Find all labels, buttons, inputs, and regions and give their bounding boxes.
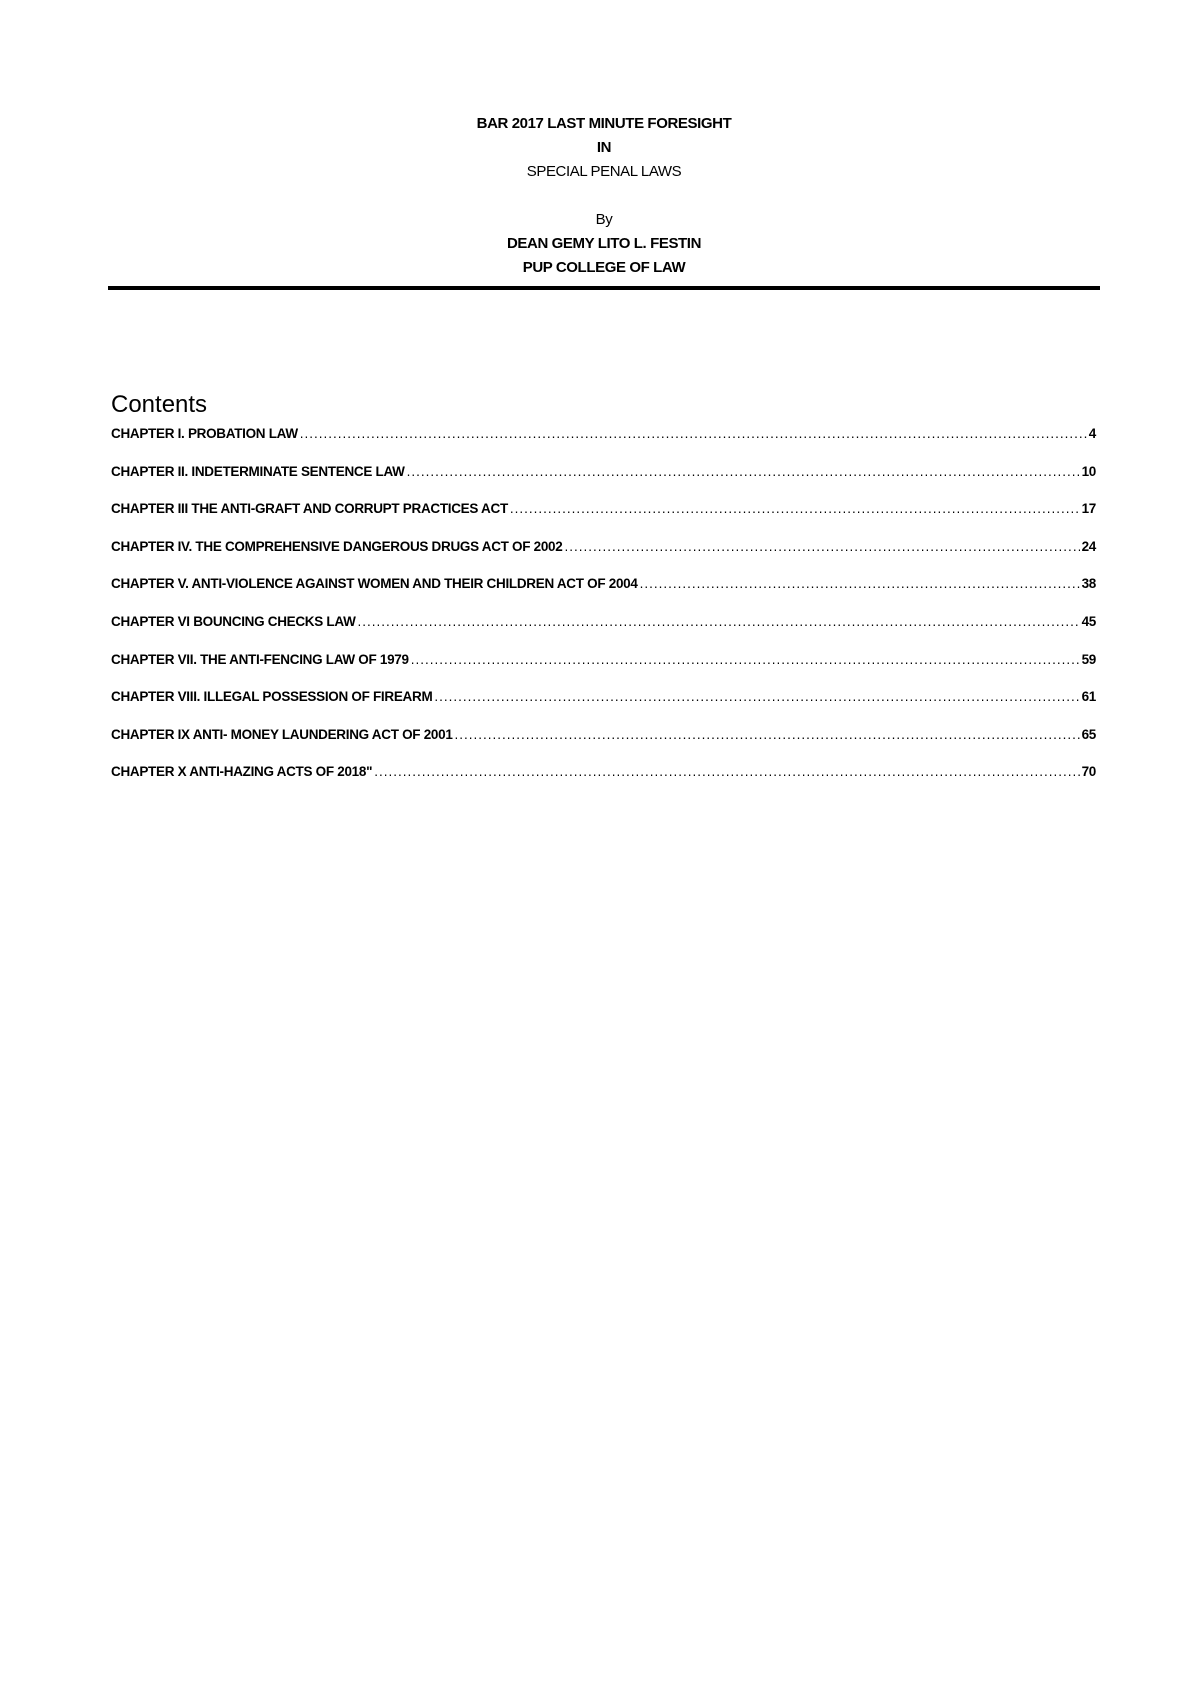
toc-dot-leader: [640, 576, 1080, 591]
toc-dot-leader: [510, 501, 1080, 516]
toc-dot-leader: [564, 539, 1079, 554]
toc-entry-chapter-8[interactable]: [111, 689, 1096, 727]
toc-entry-title: CHAPTER VI BOUNCING CHECKS LAW: [111, 613, 356, 629]
toc-entry-title: CHAPTER V. ANTI-VIOLENCE AGAINST WOMEN AND THEIR CHILDREN ACT OF 2004: [111, 576, 638, 592]
toc-dot-leader: [358, 614, 1080, 629]
contents-heading: Contents: [111, 391, 208, 418]
toc-page-number: 24: [1081, 538, 1096, 554]
toc-entry-chapter-1[interactable]: [111, 426, 1096, 464]
toc-entry-title: CHAPTER II. INDETERMINATE SENTENCE LAW: [111, 463, 405, 479]
toc-entry-chapter-2[interactable]: [111, 464, 1096, 502]
toc-entry-title: CHAPTER VII. THE ANTI-FENCING LAW OF 1979: [111, 651, 409, 667]
toc-page-number: 70: [1081, 764, 1096, 780]
document-title-connector: IN: [596, 139, 612, 156]
document-title: BAR 2017 LAST MINUTE FORESIGHT: [476, 115, 732, 132]
toc-page-number: 17: [1081, 501, 1096, 517]
toc-page-number: 59: [1081, 651, 1096, 667]
toc-page-number: 65: [1081, 726, 1096, 742]
title-block: [108, 112, 1100, 280]
toc-page-number: 38: [1081, 576, 1096, 592]
toc-entry-chapter-10[interactable]: [111, 764, 1096, 802]
toc-entry-chapter-4[interactable]: [111, 539, 1096, 577]
author-name: DEAN GEMY LITO L. FESTIN: [506, 235, 702, 252]
institution-name: PUP COLLEGE OF LAW: [522, 259, 686, 276]
toc-dot-leader: [411, 652, 1080, 667]
toc-entry-chapter-5[interactable]: [111, 576, 1096, 614]
toc-entry-chapter-7[interactable]: [111, 652, 1096, 690]
toc-entry-chapter-6[interactable]: [111, 614, 1096, 652]
toc-dot-leader: [407, 464, 1080, 479]
toc-page-number: 4: [1088, 426, 1096, 441]
toc-entry-chapter-3[interactable]: [111, 501, 1096, 539]
toc-dot-leader: [300, 426, 1087, 441]
toc-entry-title: CHAPTER IV. THE COMPREHENSIVE DANGEROUS DRUGS ACT OF 2002: [111, 538, 563, 554]
toc-page-number: 10: [1081, 463, 1096, 479]
toc-page-number: 61: [1081, 689, 1096, 705]
document-subject: SPECIAL PENAL LAWS: [526, 163, 682, 180]
toc-page-number: 45: [1081, 613, 1096, 629]
toc-entry-chapter-9[interactable]: [111, 727, 1096, 765]
table-of-contents: [111, 426, 1096, 802]
toc-entry-title: CHAPTER IX ANTI- MONEY LAUNDERING ACT OF 2001: [111, 726, 453, 742]
toc-entry-title: CHAPTER I. PROBATION LAW: [111, 426, 298, 441]
toc-dot-leader: [434, 689, 1079, 704]
toc-entry-title: CHAPTER X ANTI-HAZING ACTS OF 2018": [111, 764, 373, 780]
toc-entry-title: CHAPTER III THE ANTI-GRAFT AND CORRUPT PRACTICES ACT: [111, 501, 508, 517]
toc-dot-leader: [455, 727, 1080, 742]
byline-label: By: [595, 211, 613, 228]
toc-dot-leader: [374, 764, 1079, 779]
toc-entry-title: CHAPTER VIII. ILLEGAL POSSESSION OF FIREARM: [111, 689, 433, 705]
header-divider: [108, 286, 1100, 290]
